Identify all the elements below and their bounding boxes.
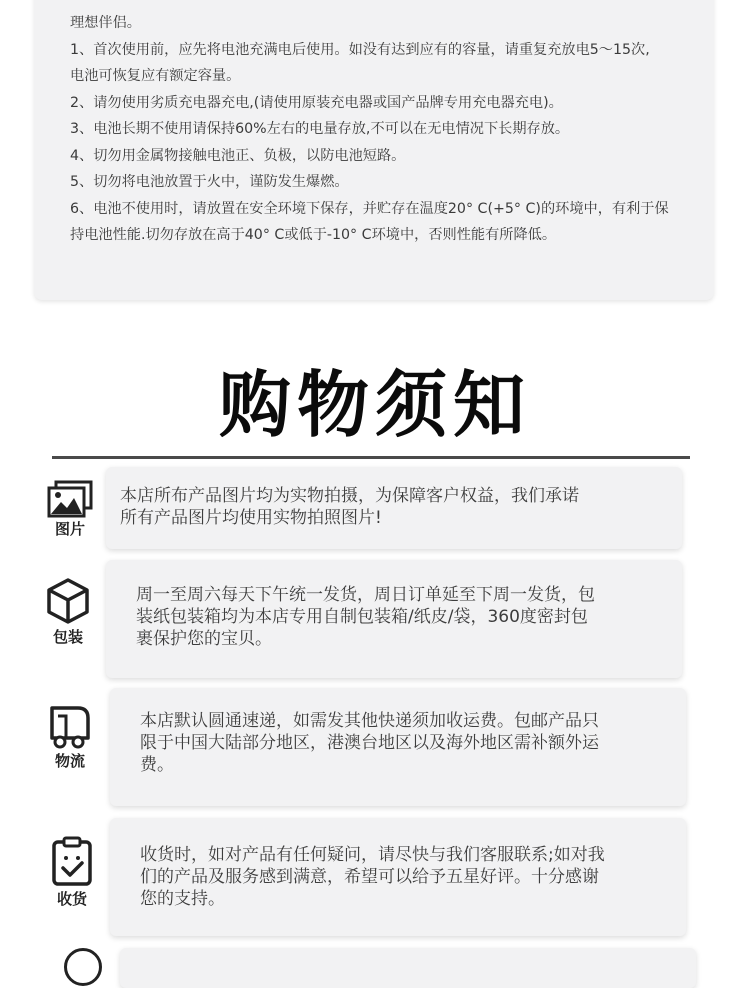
packaging-category — [38, 576, 98, 646]
note-line: 周一至周六每天下午统一发货，周日订单延至下周一发货，包 — [136, 585, 595, 605]
note-line: 所有产品图片均使用实物拍照图片! — [120, 508, 382, 528]
title-divider — [52, 456, 690, 459]
note-line: 本店所布产品图片均为实物拍摄，为保障客户权益，我们承诺 — [120, 486, 579, 506]
battery-note-line: 5、切勿将电池放置于火中，谨防发生爆燃。 — [70, 174, 349, 190]
pictures-category — [40, 480, 100, 538]
note-card — [110, 818, 686, 936]
battery-note-line: 3、电池长期不使用请保持60%左右的电量存放,不可以在无电情况下长期存放。 — [70, 121, 570, 137]
picture-icon — [40, 480, 100, 518]
battery-notes-card — [34, 0, 714, 300]
box-icon — [38, 576, 98, 626]
section-title: 购物须知 — [218, 363, 531, 447]
note-line: 您的支持。 — [140, 889, 225, 909]
battery-note-line: 1、首次使用前，应先将电池充满电后使用。如没有达到应有的容量，请重复充放电5～15次, — [70, 42, 650, 58]
battery-note-line: 持电池性能.切勿存放在高于40° C或低于-10° C环境中，否则性能有所降低。 — [70, 227, 557, 243]
note-card — [106, 467, 682, 549]
note-card — [110, 688, 686, 806]
category-label: 图片 — [54, 520, 85, 538]
category-label: 包装 — [52, 628, 83, 646]
battery-note-line: 4、切勿用金属物接触电池正、负极，以防电池短路。 — [70, 148, 406, 164]
note-line: 们的产品及服务感到满意，希望可以给予五星好评。十分感谢 — [140, 867, 599, 887]
receiving-category — [42, 836, 102, 908]
category-label: 收货 — [56, 890, 87, 908]
note-line: 装纸包装箱均为本店专用自制包装箱/纸皮/袋，360度密封包 — [136, 607, 588, 627]
logistics-category — [40, 704, 100, 770]
note-card — [120, 948, 696, 988]
service-icon — [64, 948, 102, 986]
note-card — [106, 560, 682, 678]
note-line: 裹保护您的宝贝。 — [136, 629, 272, 649]
battery-note-line: 6、电池不使用时，请放置在安全环境下保存，并贮存在温度20° C(+5° C)的环境中，有利于保 — [70, 201, 669, 217]
note-line: 收货时，如对产品有任何疑问，请尽快与我们客服联系;如对我 — [140, 845, 605, 865]
battery-note-line: 理想伴侣。 — [70, 15, 141, 31]
note-line: 本店默认圆通速递，如需发其他快递须加收运费。包邮产品只 — [140, 711, 599, 731]
note-line: 费。 — [140, 755, 174, 775]
category-label: 物流 — [54, 752, 85, 770]
clipboard-check-icon — [42, 836, 102, 888]
note-line: 限于中国大陆部分地区，港澳台地区以及海外地区需补额外运 — [140, 733, 599, 753]
battery-note-line: 2、请勿使用劣质充电器充电,(请使用原装充电器或国产品牌专用充电器充电)。 — [70, 95, 563, 111]
battery-note-line: 电池可恢复应有额定容量。 — [70, 68, 241, 84]
truck-icon — [40, 704, 100, 750]
